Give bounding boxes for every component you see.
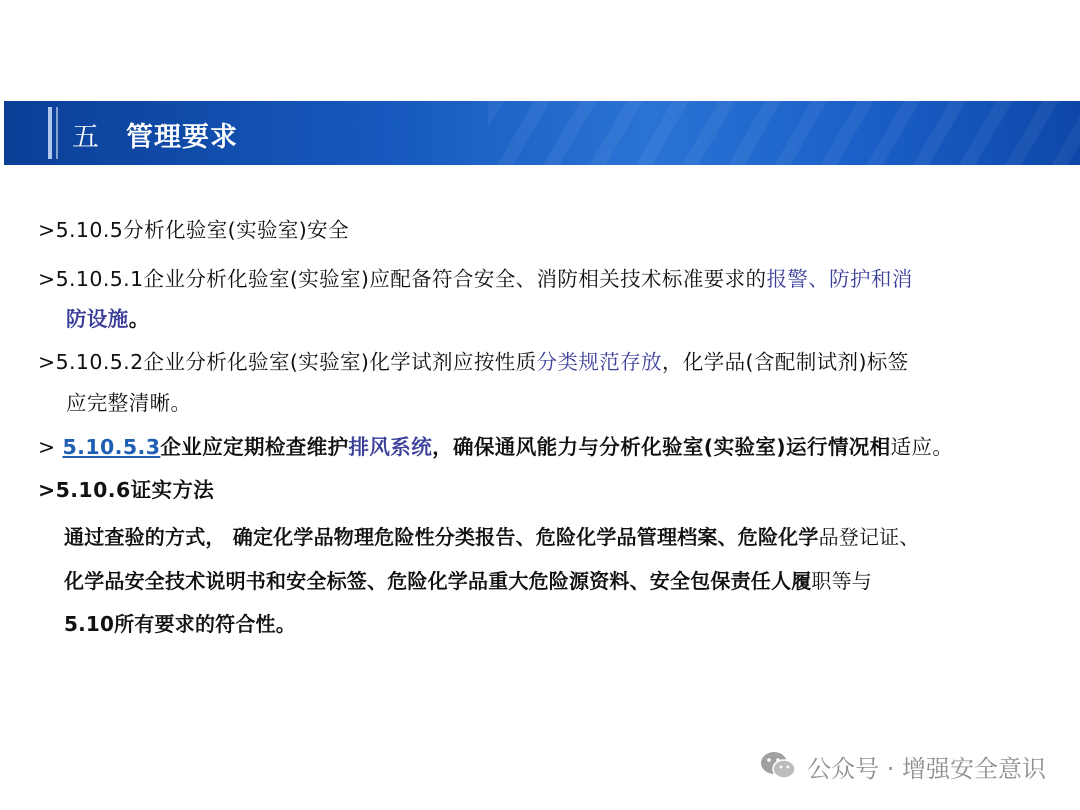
paragraph-text: 5.10所有要求的符合性。 <box>64 612 296 636</box>
clause-number-link[interactable]: 5.10.5.3 <box>62 435 161 459</box>
clause-marker: > <box>38 435 63 459</box>
clause-5-10-5-2-cont <box>66 386 191 416</box>
paragraph-text: 化学品安全技术说明书和安全标签、危险化学品重大危险源资料、安全包保责任人履 <box>64 569 812 593</box>
paragraph-text: 职等与 <box>811 569 873 593</box>
clause-text: 。 <box>128 307 150 331</box>
clause-text: 应完整清晰。 <box>66 391 192 415</box>
paragraph-text: 通过查验的方式， 确定化学品物理危险性分类报告、危险化学品管理档案、危险化学 <box>64 525 819 549</box>
section-title-text: 管理要求 <box>126 122 238 153</box>
highlight-text: 报警、防护和消 <box>766 267 913 291</box>
section-title <box>72 115 238 154</box>
clause-heading: >5.10.6证实方法 <box>38 478 215 502</box>
wechat-icon <box>759 750 797 782</box>
section-number: 五 <box>72 122 100 153</box>
watermark <box>759 748 1046 784</box>
clause-text: 企业应定期检查维护 <box>160 435 349 459</box>
paragraph-text: 品登记证、 <box>818 525 920 549</box>
method-paragraph-line-1 <box>64 521 920 550</box>
clause-5-10-6 <box>38 473 214 503</box>
clause-5-10-5-3 <box>38 430 953 460</box>
clause-5-10-5 <box>38 213 349 243</box>
clause-text: 适应。 <box>890 435 954 459</box>
clause-text: >5.10.5.2企业分析化验室(实验室)化学试剂应按性质 <box>38 350 537 374</box>
banner-accent-bar-thin <box>56 107 58 159</box>
section-header-banner <box>4 101 1080 165</box>
clause-5-10-5-1 <box>38 262 913 292</box>
method-paragraph-line-3 <box>64 608 296 637</box>
clause-5-10-5-2 <box>38 345 909 375</box>
clause-text: ，确保通风能力与分析化验室(实验室)运行情况相 <box>432 435 891 459</box>
highlight-text: 分类规范存放 <box>536 350 662 374</box>
clause-text: >5.10.5.1企业分析化验室(实验室)应配备符合安全、消防相关技术标准要求的 <box>38 267 767 291</box>
clause-text: >5.10.5分析化验室(实验室)安全 <box>38 218 349 242</box>
method-paragraph-line-2 <box>64 565 872 594</box>
banner-accent-bar <box>48 107 52 159</box>
highlight-text: 排风系统 <box>348 435 433 459</box>
watermark-text: 公众号 · 增强安全意识 <box>807 754 1046 783</box>
clause-5-10-5-1-cont <box>66 302 150 332</box>
highlight-text: 防设施 <box>66 307 129 331</box>
clause-text: ，化学品(含配制试剂)标签 <box>661 350 909 374</box>
